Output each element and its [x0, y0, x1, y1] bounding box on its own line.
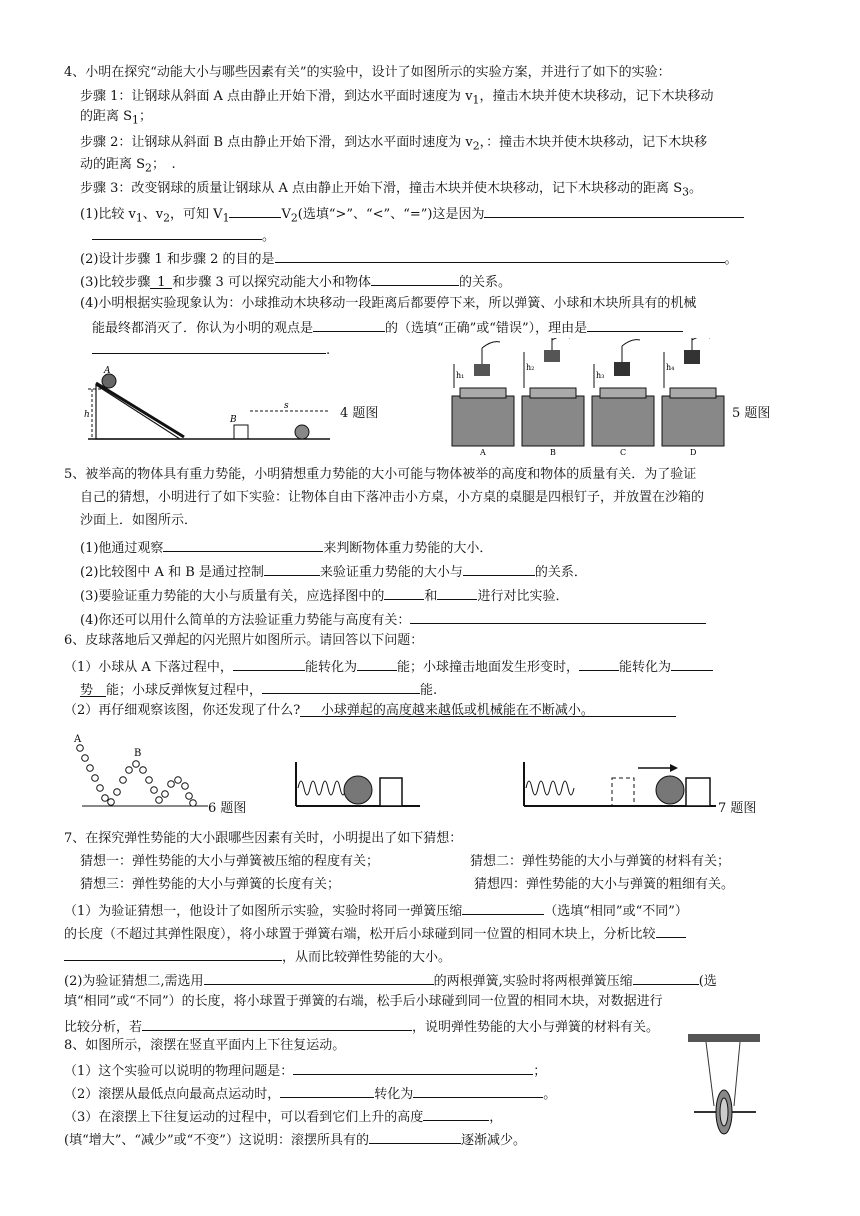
q4-label-A: A: [104, 366, 111, 376]
q5-panel-D: D: [690, 448, 697, 456]
q7-guess-4: 猜想四：弹性势能的大小与弹簧的粗细有关。: [474, 877, 735, 892]
q4-title: 4、小明在探究“动能大小与哪些因素有关”的实验中，设计了如图所示的实验方案，并进行了如下的实验：: [64, 65, 671, 80]
q4-label-B: B: [230, 415, 237, 425]
q8-part3: （3）在滚摆上下往复运动的过程中，可以看到它们上升的高度 ，: [64, 1106, 502, 1127]
q4-part4-cont: 能最终都消灭了．你认为小明的观点是 的（选填“正确”或“错误”），理由是: [92, 317, 683, 338]
q6-title: 6、皮球落地后又弹起的闪光照片如图所示。请回答以下问题：: [64, 633, 424, 648]
q6-bounce-figure: [68, 730, 208, 810]
q6-blank-5[interactable]: [262, 679, 420, 694]
q4-fig-caption: 4 题图: [340, 406, 379, 421]
q6-label-B: B: [134, 748, 142, 759]
q8-blank-to[interactable]: [413, 1083, 543, 1098]
q6-label-A: A: [74, 734, 82, 745]
q4-part1-cont: 。: [92, 225, 275, 246]
q5-part2: (2)比较图中 A 和 B 是通过控制 来验证重力势能的大小与 的关系．: [80, 561, 587, 582]
q4-label-s: s: [284, 401, 289, 411]
q4-label-h: h: [84, 410, 90, 420]
q5-blank-relation[interactable]: [463, 561, 535, 576]
q6-blank-3[interactable]: [579, 656, 619, 671]
q5-part1: (1)他通过观察 来判断物体重力势能的大小．: [80, 537, 492, 558]
q7-spring-figure-2: [520, 758, 720, 810]
q8-blank-height[interactable]: [423, 1106, 489, 1121]
q5-blank-control[interactable]: [264, 561, 320, 576]
q7-blank-compress[interactable]: [462, 900, 544, 915]
q4-blank-purpose[interactable]: [275, 248, 725, 263]
q8-blank-from[interactable]: [280, 1083, 374, 1098]
q8-blank-energy[interactable]: [369, 1129, 461, 1144]
q7-guess-1: 猜想一：弹性势能的大小与弹簧被压缩的程度有关；: [80, 854, 380, 869]
q6-answer-observe[interactable]: 小球弹起的高度越来越低或机械能在不断减小。: [300, 702, 676, 717]
q6-answer-potential[interactable]: 势: [80, 682, 106, 697]
q5-fig-caption: 5 题图: [732, 406, 771, 421]
q4-blank-reason-cont[interactable]: [92, 225, 262, 240]
q4-part3: (3)比较步骤 1 和步骤 3 可以探究动能大小和物体 的关系。: [80, 271, 511, 292]
q6-fig-caption: 6 题图: [208, 801, 247, 816]
q4-incline-figure: [84, 365, 334, 445]
q7-part1-cont: 的长度（不超过其弹性限度），将小球置于弹簧右端，松开后小球碰到同一位置的相同木块上，分析比较: [64, 923, 686, 944]
q7-blank-compare-cont[interactable]: [64, 946, 282, 961]
q7-blank-select[interactable]: [204, 970, 434, 985]
q6-blank-4[interactable]: [671, 656, 713, 671]
q4-part4-end: .: [92, 339, 330, 360]
q8-maxwell-wheel-figure: [684, 1030, 766, 1162]
q4-blank-property[interactable]: [371, 271, 459, 286]
q7-fig-caption: 7 题图: [718, 801, 757, 816]
q5-panel-C: C: [620, 448, 627, 456]
q5-blank-fig2[interactable]: [437, 585, 477, 600]
q4-answer-step[interactable]: 1: [150, 274, 172, 289]
q4-step3: 步骤 3：改变钢球的质量让钢球从 A 点由静止开始下滑，撞击木块并使木块移动，记下木块移动的距离 $S_3$。: [80, 181, 703, 199]
q4-blank-reason[interactable]: [484, 203, 744, 218]
q7-part1: （1）为验证猜想一，他设计了如图所示实验，实验时将同一弹簧压缩 （选填“相同”或“不同”）: [64, 900, 688, 921]
q7-title: 7、在探究弹性势能的大小跟哪些因素有关时，小明提出了如下猜想：: [64, 831, 463, 846]
q5-title: 5、被举高的物体具有重力势能，小明猜想重力势能的大小可能与物体被举的高度和物体的质量有关．为了验证: [64, 467, 697, 482]
q7-part2-end: 比较分析，若 ，说明弹性势能的大小与弹簧的材料有关。: [64, 1016, 659, 1037]
q8-blank-problem[interactable]: [293, 1060, 533, 1075]
q5-panel-A: A: [480, 448, 486, 456]
q4-blank-because[interactable]: [587, 317, 683, 332]
q6-part2: （2）再仔细观察该图，你还发现了什么? 小球弹起的高度越来越低或机械能在不断减小。: [64, 702, 676, 720]
q6-blank-1[interactable]: [233, 656, 305, 671]
q4-step1-cont: 的距离 $S_1$；: [80, 109, 152, 127]
q7-part2: (2)为验证猜想二,需选用 的两根弹簧,实验时将两根弹簧压缩 (选: [64, 970, 717, 991]
q7-blank-compare[interactable]: [656, 923, 686, 938]
q7-blank-length[interactable]: [633, 970, 699, 985]
q4-step2: 步骤 2：让钢球从斜面 B 点由静止开始下滑，到达水平面时速度为 $v_2$，：撞击木块并使木块移动，记下木块移: [80, 135, 708, 153]
q4-blank-view[interactable]: [313, 317, 385, 332]
q7-guess-2: 猜想二：弹性势能的大小与弹簧的材料有关；: [470, 854, 731, 869]
q4-step2-cont: 动的距离 $S_2$； .: [80, 157, 176, 175]
q5-part3: (3)要验证重力势能的大小与质量有关，应选择图中的 和 进行对比实验．: [80, 585, 568, 606]
q5-h2: h₂: [526, 363, 535, 372]
q8-part1: （1）这个实验可以说明的物理问题是： ；: [64, 1060, 546, 1081]
q5-blank-method[interactable]: [410, 609, 706, 624]
q8-part2: （2）滚摆从最低点向最高点运动时， 转化为 。: [64, 1083, 556, 1104]
q7-blank-if[interactable]: [142, 1016, 412, 1031]
q5-h3: h₃: [596, 371, 605, 380]
q4-step1: 步骤 1：让钢球从斜面 A 点由静止开始下滑，到达水平面时速度为 $v_1$，撞击木块并使木块移动，记下木块移动: [80, 89, 714, 107]
q5-blank-fig1[interactable]: [384, 585, 424, 600]
q5-h4: h₄: [666, 363, 675, 372]
q4-part2: (2)设计步骤 1 和步骤 2 的目的是 。: [80, 248, 738, 269]
q5-blank-observe[interactable]: [163, 537, 323, 552]
q4-blank-because-cont[interactable]: [92, 339, 326, 354]
q5-title-3: 沙面上．如图所示．: [80, 513, 198, 528]
q8-part4: (填“增大”、“减少”或“不变”）这说明：滚摆所具有的 逐渐减少。: [64, 1129, 526, 1150]
q5-title-2: 自己的猜想，小明进行了如下实验：让物体自由下落冲击小方桌，小方桌的桌腿是四根钉子，并放置在沙箱的: [80, 490, 705, 505]
q6-part1-cont: 势 能；小球反弹恢复过程中， 能.: [80, 679, 437, 700]
q7-part1-end: ，从而比较弹性势能的大小。: [64, 946, 451, 967]
q8-title: 8、如图所示，滚摆在竖直平面内上下往复运动。: [64, 1038, 346, 1053]
q4-part4: (4)小明根据实验现象认为：小球推动木块移动一段距离后都要停下来，所以弹簧、小球和木块所具有的机械: [80, 296, 697, 311]
q7-part2-cont: 填“相同”或“不同”）的长度，将小球置于弹簧的右端，松手后小球碰到同一位置的相同木块，对数据进行: [64, 994, 663, 1009]
q6-blank-2[interactable]: [357, 656, 397, 671]
q5-h1: h₁: [456, 371, 465, 380]
q5-panel-B: B: [550, 448, 556, 456]
q7-guess-3: 猜想三：弹性势能的大小与弹簧的长度有关；: [80, 877, 341, 892]
q6-part1: （1）小球从 A 下落过程中， 能转化为 能；小球撞击地面发生形变时， 能转化为: [64, 656, 713, 677]
q4-blank-compare[interactable]: [229, 203, 281, 218]
q7-spring-figure-1: [292, 758, 422, 810]
q5-sandbox-figure: [448, 338, 728, 456]
q5-part4: (4)你还可以用什么简单的方法验证重力势能与高度有关：: [80, 609, 706, 630]
q4-part1: (1)比较 $v_1$、$v_2$，可知 $V_1$ $V_2$(选填“>”、“<”、“=”)这是因为: [80, 203, 744, 228]
